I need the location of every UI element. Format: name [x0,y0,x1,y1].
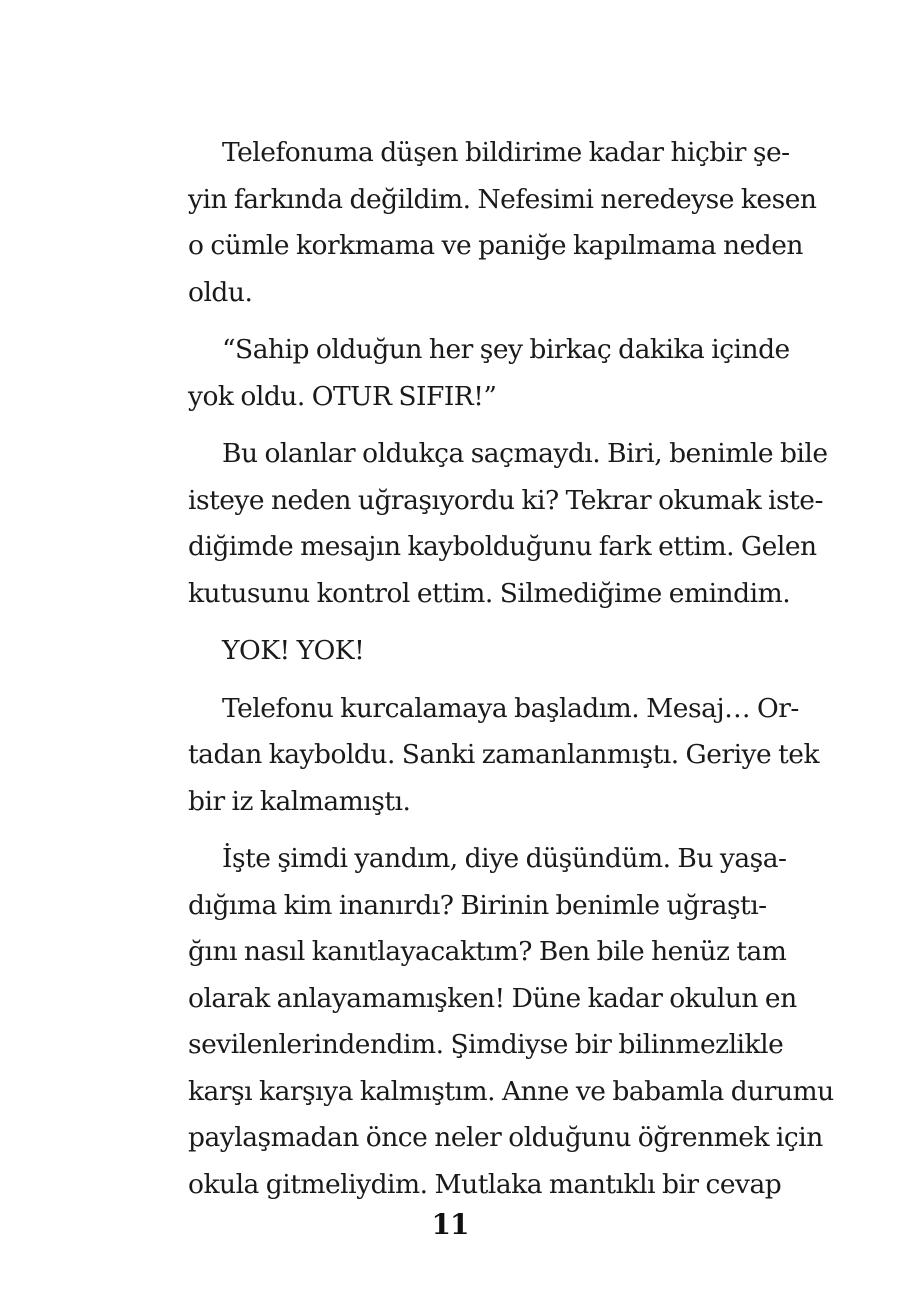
text-line: oldu. [188,276,253,308]
page-number: 11 [431,1208,469,1241]
text-line: ğını nasıl kanıtlayacaktım? Ben bile henüz tam [188,936,787,967]
text-line: diğimde mesajın kaybolduğunu fark ettim. Gelen [188,531,817,562]
text-line: İşte şimdi yandım, diye düşündüm. Bu yaşa- [222,843,787,874]
text-line: Telefonu kurcalamaya başladım. Mesaj… Or- [222,692,799,724]
text-line: yok oldu. OTUR SIFIR!” [188,380,497,412]
text-line: sevilenlerindendim. Şimdiyse bir bilinmezlikle [188,1029,784,1060]
text-line: o cümle korkmama ve paniğe kapılmama neden [188,230,803,261]
text-line: “Sahip olduğun her şey birkaç dakika içinde [222,334,790,365]
paragraph-5 [188,686,820,826]
paragraph-2 [188,327,790,420]
paragraph-3 [188,431,828,617]
text-line: bir iz kalmamıştı. [188,785,411,817]
body-text [188,130,834,1219]
text-line: YOK! YOK! [222,635,365,666]
text-line: olarak anlayamamışken! Düne kadar okulun en [188,982,797,1014]
paragraph-4 [188,628,734,675]
text-line: tadan kayboldu. Sanki zamanlanmıştı. Geriye tek [188,739,820,770]
paragraph-6 [188,836,834,1208]
text-line: kutusunu kontrol ettim. Silmediğime emindim. [188,577,791,609]
text-line: okula gitmeliydim. Mutlaka mantıklı bir cevap [188,1168,782,1200]
text-line: Telefonuma düşen bildirime kadar hiçbir şe- [222,137,790,168]
text-line: paylaşmadan önce neler olduğunu öğrenmek için [188,1122,823,1153]
text-line: isteye neden uğraşıyordu ki? Tekrar okumak iste- [188,484,823,516]
text-line: karşı karşıya kalmıştım. Anne ve babamla durumu [188,1075,834,1107]
text-line: dığıma kim inanırdı? Birinin benimle uğraştı- [188,889,767,921]
paragraph-1 [188,130,817,316]
text-line: yin farkında değildim. Nefesimi neredeyse kesen [188,183,817,215]
text-line: Bu olanlar oldukça saçmaydı. Biri, benimle bile [222,438,828,469]
